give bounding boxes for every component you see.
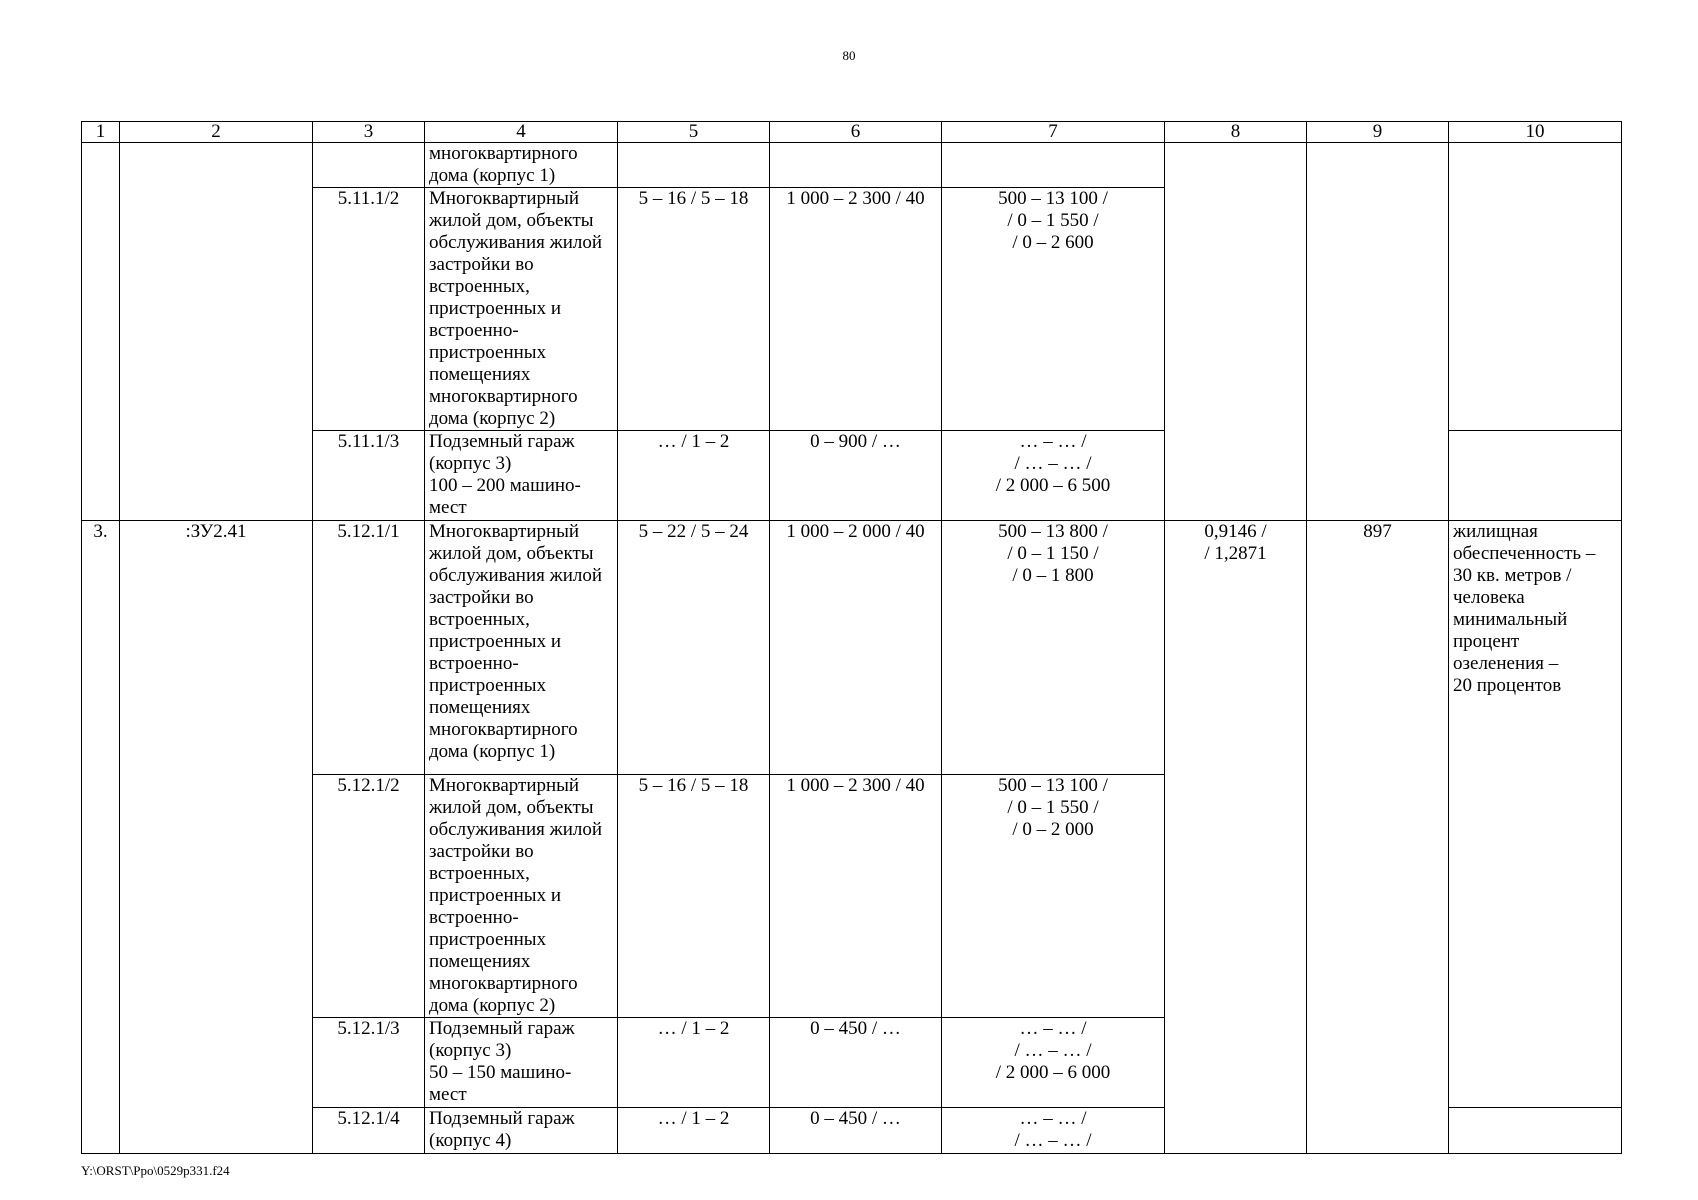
header-cell: 3 [313,122,425,143]
floors-cell: 5 – 16 / 5 – 18 [618,188,770,431]
number-cell [82,143,120,521]
description-cell: Многоквартирный жилой дом, объекты обслуживания жилой застройки во встроенных, пристроенных и встроенно- пристроенных помещениях многоквартирного дома (корпус 2) [425,775,618,1018]
area-cell: 1 000 – 2 300 / 40 [770,775,942,1018]
params-cell: 500 – 13 100 / / 0 – 1 550 / / 0 – 2 600 [942,188,1165,431]
header-cell: 4 [425,122,618,143]
table-header-row [82,122,1622,143]
params-cell: … – … / / … – … / / 2 000 – 6 500 [942,431,1165,521]
col10-cell [1449,431,1622,521]
area-cell: 0 – 900 / … [770,431,942,521]
description-cell: Подземный гараж (корпус 3) 50 – 150 машино- мест [425,1018,618,1108]
floors-cell: 5 – 22 / 5 – 24 [618,521,770,775]
table-row [82,521,1622,775]
description-cell: многоквартирного дома (корпус 1) [425,143,618,188]
floors-cell: … / 1 – 2 [618,1018,770,1108]
area-cell: 0 – 450 / … [770,1108,942,1154]
params-cell: … – … / / … – … / [942,1108,1165,1154]
area-cell: 1 000 – 2 000 / 40 [770,521,942,775]
code-cell: 5.12.1/4 [313,1108,425,1154]
col10-cell [1449,143,1622,431]
file-path-footer: Y:\ORST\Ppo\0529p331.f24 [81,1163,230,1178]
header-cell: 9 [1307,122,1449,143]
col9-cell [1307,143,1449,521]
header-cell: 1 [82,122,120,143]
params-cell: … – … / / … – … / / 2 000 – 6 000 [942,1018,1165,1108]
description-cell: Многоквартирный жилой дом, объекты обслуживания жилой застройки во встроенных, пристроенных и встроенно- пристроенных помещениях многоквартирного дома (корпус 1) [425,521,618,775]
col8-cell: 0,9146 / / 1,2871 [1165,521,1307,1154]
col10-cell: жилищная обеспеченность – 30 кв. метров / человека минимальный процент озеленения – 20 процентов [1449,521,1622,1108]
floors-cell: 5 – 16 / 5 – 18 [618,775,770,1018]
floors-cell: … / 1 – 2 [618,1108,770,1154]
parcel-cell: :ЗУ2.41 [120,521,313,1154]
zoning-parameters-table [81,121,1622,1154]
col9-cell: 897 [1307,521,1449,1154]
col10-cell [1449,1108,1622,1154]
header-cell: 10 [1449,122,1622,143]
params-cell: 500 – 13 100 / / 0 – 1 550 / / 0 – 2 000 [942,775,1165,1018]
code-cell: 5.12.1/2 [313,775,425,1018]
description-cell: Многоквартирный жилой дом, объекты обслуживания жилой застройки во встроенных, пристроенных и встроенно- пристроенных помещениях многоквартирного дома (корпус 2) [425,188,618,431]
table-row [82,143,1622,188]
area-cell: 0 – 450 / … [770,1018,942,1108]
code-cell: 5.12.1/3 [313,1018,425,1108]
description-cell: Подземный гараж (корпус 3) 100 – 200 машино- мест [425,431,618,521]
parcel-cell [120,143,313,521]
code-cell [313,143,425,188]
floors-cell: … / 1 – 2 [618,431,770,521]
code-cell: 5.12.1/1 [313,521,425,775]
area-cell: 1 000 – 2 300 / 40 [770,188,942,431]
description-cell: Подземный гараж (корпус 4) [425,1108,618,1154]
col8-cell [1165,143,1307,521]
header-cell: 8 [1165,122,1307,143]
params-cell: 500 – 13 800 / / 0 – 1 150 / / 0 – 1 800 [942,521,1165,775]
page-number: 80 [842,48,856,63]
header-cell: 2 [120,122,313,143]
params-cell [942,143,1165,188]
code-cell: 5.11.1/2 [313,188,425,431]
header-cell: 5 [618,122,770,143]
number-cell: 3. [82,521,120,1154]
header-cell: 6 [770,122,942,143]
code-cell: 5.11.1/3 [313,431,425,521]
area-cell [770,143,942,188]
floors-cell [618,143,770,188]
header-cell: 7 [942,122,1165,143]
